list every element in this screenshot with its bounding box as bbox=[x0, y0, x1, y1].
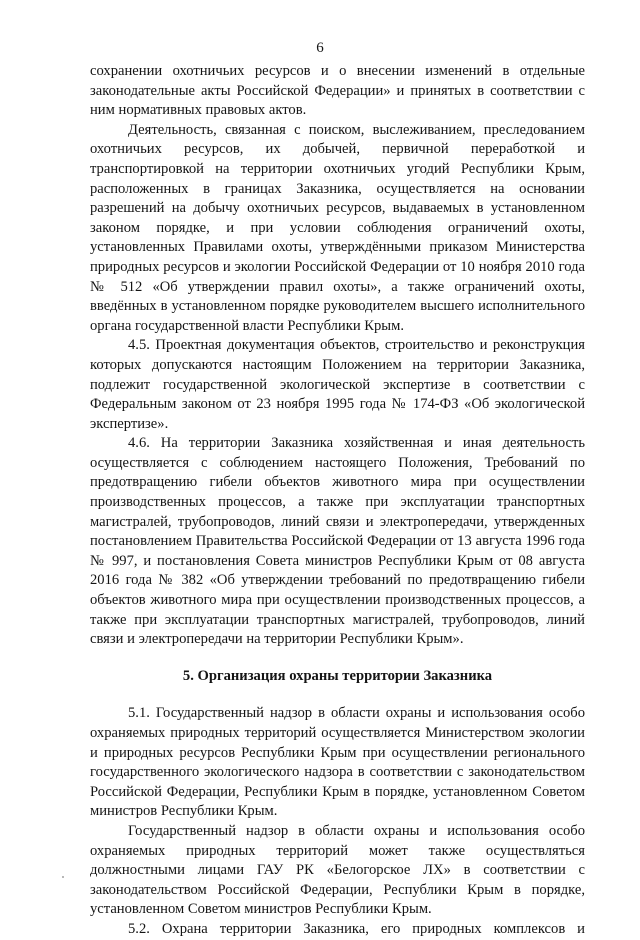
paragraph-continuation: сохранении охотничьих ресурсов и о внесении изменений в отдельные законодательные акты Российской Федерации» и принятых в соответствии с ним нормативных правовых актов. bbox=[90, 63, 585, 119]
paragraph-4-5: 4.5. Проектная документация объектов, строительство и реконструкция которых допускаются настоящим Положением на территории Заказника, подлежит государственной экологической экспертизе в соответствии с Федеральным законом от 23 ноября 1995 года № 174-ФЗ «Об экологической экспертизе». bbox=[90, 337, 585, 432]
section-heading: 5. Организация охраны территории Заказника bbox=[182, 667, 493, 684]
paragraph-5-2: 5.2. Охрана территории Заказника, его природных комплексов и bbox=[128, 920, 585, 937]
page-number: 6 bbox=[316, 40, 324, 56]
paragraph-state-supervision: Государственный надзор в области охраны и использования особо охраняемых природных территорий может также осуществляться должностными лицами ГАУ РК «Белогорское ЛХ» в соответствии с законодательством Российской Федерации, Республики Крым в порядке, установленном Советом министров Республики Крым. bbox=[90, 822, 585, 918]
document-body bbox=[90, 62, 585, 940]
paragraph-4-6: 4.6. На территории Заказника хозяйственная и иная деятельность осуществляется с соблюдением настоящего Положения, Требований по предотвращению гибели объектов животного мира при осуществлении производственных процессов, а также при эксплуатации транспортных магистралей, трубопроводов, линий связи и электропередачи, утвержденных постановлением Правительства Российской Федерации от 13 августа 1996 года № 997, и постановления Совета министров Республики Крым от 08 августа 2016 года № 382 «Об утверждении требований по предотвращению гибели объектов животного мира при осуществлении производственных процессов, а также при эксплуатации транспортных магистралей, трубопроводов, линий связи и электропередачи на территории Республики Крым». bbox=[90, 435, 585, 648]
scan-speck bbox=[62, 876, 64, 878]
paragraph-5-1: 5.1. Государственный надзор в области охраны и использования особо охраняемых природных территорий осуществляется Министерством экологии и природных ресурсов Республики Крым при осуществлении регионального государственного экологического надзора в соответствии с законодательством Российской Федерации, Республики Крым в порядке, установленном Советом министров Республики Крым. bbox=[90, 705, 585, 820]
paragraph-hunting-activity: Деятельность, связанная с поиском, выслеживанием, преследованием охотничьих ресурсов, их добычей, первичной переработкой и транспортировкой на территории охотничьих угодий Республики Крым, расположенных в границах Заказника, осуществляется на основании разрешений на добычу охотничьих ресурсов, выдаваемых в установленном законом порядке, и при условии соблюдения ограничений охоты, установленных Правилами охоты, утверждёнными приказом Министерства природных ресурсов и экологии Российской Федерации от 10 ноября 2010 года № 512 «Об утверждении правил охоты», а также ограничений охоты, введённых в установленном порядке руководителем высшего исполнительного органа государственной власти Республики Крым. bbox=[90, 121, 585, 334]
